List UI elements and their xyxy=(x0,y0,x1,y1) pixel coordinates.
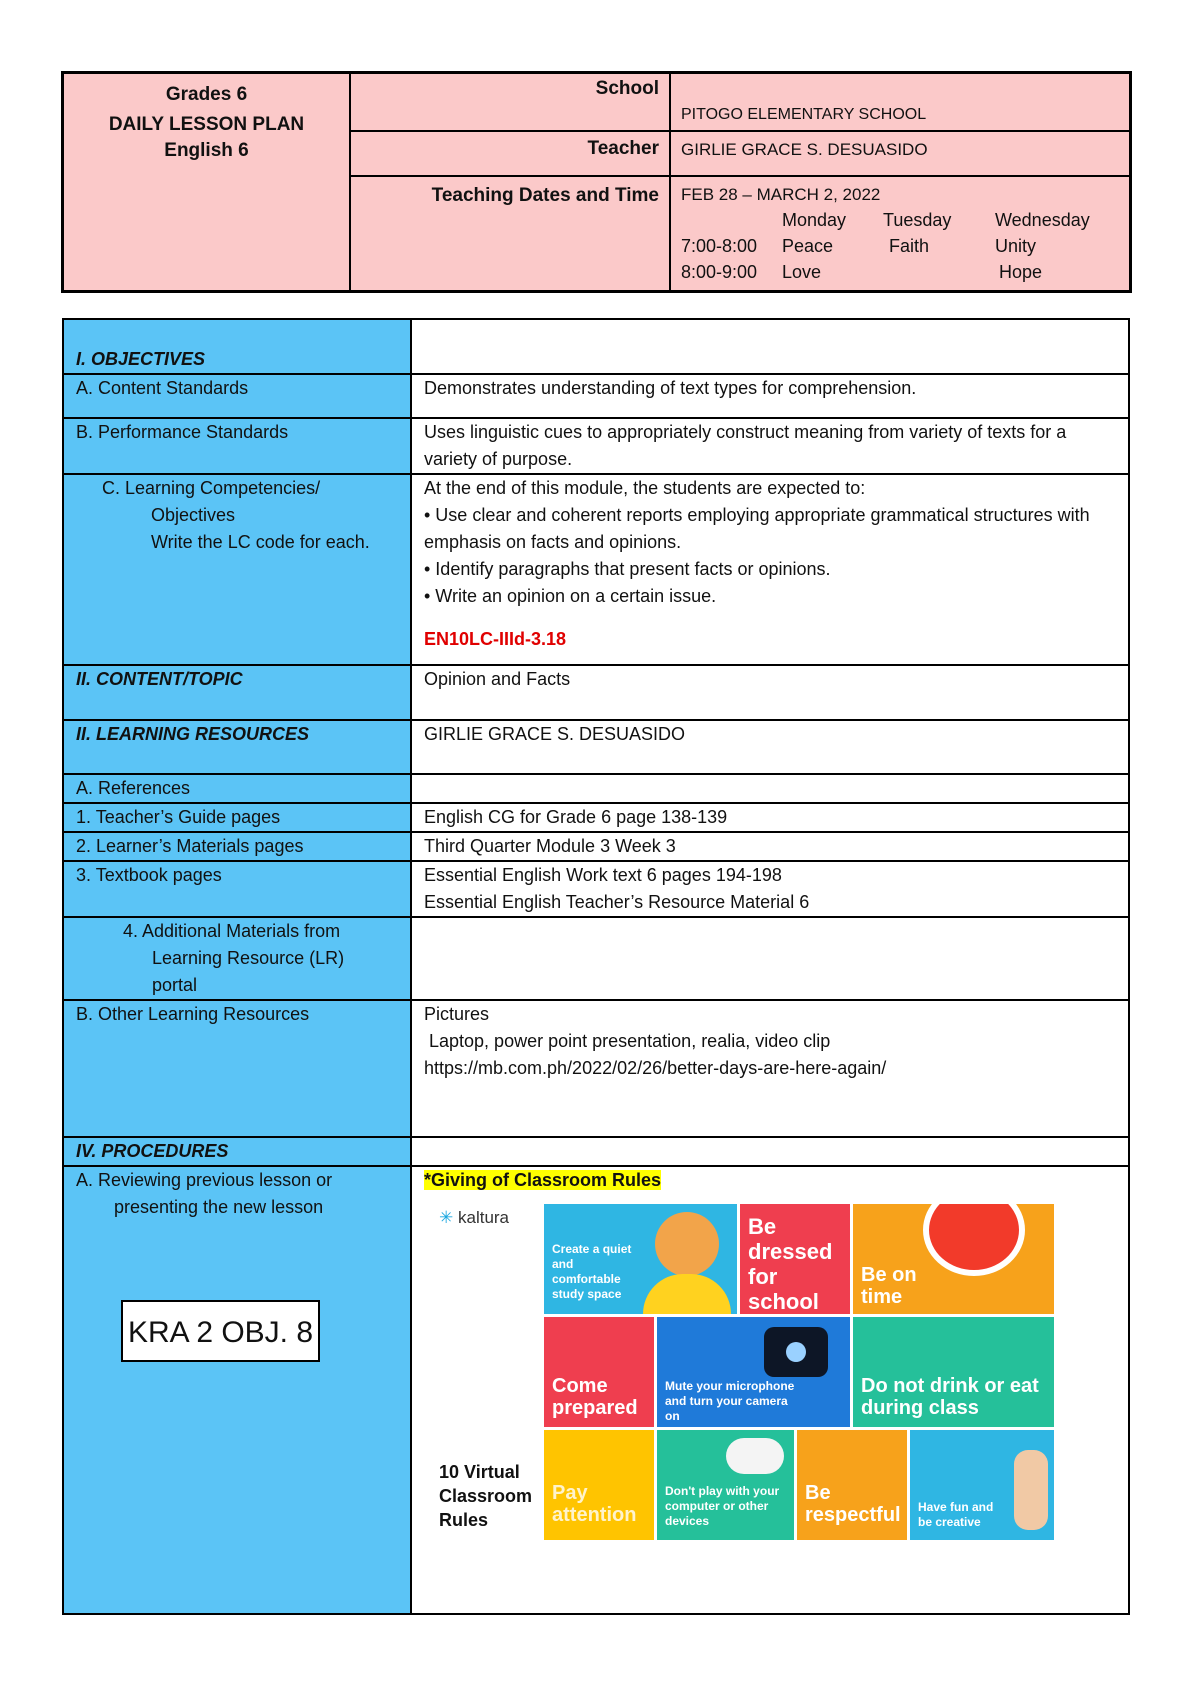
table-row xyxy=(63,319,1129,374)
plan-type-label: DAILY LESSON PLAN xyxy=(108,114,305,135)
table-row xyxy=(63,665,1129,720)
schedule-section: Peace xyxy=(782,235,834,256)
objectives-value xyxy=(411,319,1129,374)
competency-item: • Use clear and coherent reports employing appropriate grammatical structures with emphasis on facts and opinions. xyxy=(424,505,1090,552)
competencies-label-line: Write the LC code for each. xyxy=(151,532,370,552)
rule-text: Come prepared xyxy=(552,1375,638,1419)
dates-value: FEB 28 – MARCH 2, 2022 xyxy=(681,184,881,204)
performance-standards-value: Uses linguistic cues to appropriately construct meaning from variety of texts for a variety of purpose. xyxy=(411,418,1129,474)
additional-label-line: 4. Additional Materials from xyxy=(123,921,341,941)
rule-tile-study-space xyxy=(544,1204,737,1314)
lc-code: EN10LC-IIId-3.18 xyxy=(424,629,567,649)
table-row xyxy=(63,803,1129,832)
table-row xyxy=(63,774,1129,803)
rule-tile-come-prepared xyxy=(544,1317,654,1427)
performance-standards-label: B. Performance Standards xyxy=(63,418,411,474)
procedures-value xyxy=(411,1137,1129,1166)
competencies-label-line: Objectives xyxy=(151,505,236,525)
schedule-time: 8:00-9:00 xyxy=(681,261,758,282)
rule-text: Have fun and be creative xyxy=(918,1500,994,1529)
schedule-section: Love xyxy=(782,261,822,282)
school-value xyxy=(670,73,1131,131)
textbook-entry: Essential English Work text 6 pages 194-198 xyxy=(424,865,782,885)
kra-box: KRA 2 OBJ. 8 xyxy=(121,1300,320,1362)
school-label: School xyxy=(350,73,670,131)
schedule-section: Unity xyxy=(995,235,1037,256)
teacher-value: GIRLIE GRACE S. DESUASIDO xyxy=(670,131,1131,176)
table-row xyxy=(63,374,1129,418)
table-row xyxy=(63,720,1129,774)
rule-text: Mute your microphone and turn your camera on xyxy=(665,1379,795,1423)
rule-tile-have-fun xyxy=(910,1430,1054,1540)
competency-item: • Identify paragraphs that present facts or opinions. xyxy=(424,559,831,579)
objectives-heading xyxy=(63,319,411,374)
table-row xyxy=(63,1137,1129,1166)
content-topic-value: Opinion and Facts xyxy=(411,665,1129,720)
dates-label: Teaching Dates and Time xyxy=(350,176,670,292)
dates-cell xyxy=(670,176,1131,292)
rule-text: Don't play with your computer or other devices xyxy=(665,1484,780,1528)
schedule-day: Wednesday xyxy=(995,209,1090,230)
learners-materials-label: 2. Learner’s Materials pages xyxy=(63,832,411,861)
references-label: A. References xyxy=(63,774,411,803)
schedule-section: Faith xyxy=(889,235,930,256)
resource-entry: Pictures xyxy=(424,1004,490,1024)
header-title xyxy=(63,73,351,292)
other-resources-label: B. Other Learning Resources xyxy=(63,1000,411,1137)
person-icon xyxy=(655,1212,719,1276)
classroom-rules-graphic xyxy=(437,1204,1054,1540)
rule-tile-mute xyxy=(657,1317,850,1427)
table-row xyxy=(63,861,1129,917)
references-value xyxy=(411,774,1129,803)
schedule-day: Tuesday xyxy=(883,209,952,230)
rule-text: Be dressed for school xyxy=(748,1214,833,1314)
rule-tile-on-time xyxy=(853,1204,1054,1314)
shirt-shape xyxy=(643,1274,731,1314)
reviewing-label xyxy=(63,1166,411,1614)
textbook-value xyxy=(411,861,1129,917)
rule-tile-no-eating xyxy=(853,1317,1054,1427)
rule-tile-pay-attention xyxy=(544,1430,654,1540)
resource-link[interactable]: https://mb.com.ph/2022/02/26/better-days-are-here-again/ xyxy=(424,1058,887,1078)
brand-name: kaltura xyxy=(457,1208,510,1227)
reviewing-label-line: presenting the new lesson xyxy=(114,1197,324,1217)
rule-text: Pay attention xyxy=(552,1482,637,1526)
additional-label-line: portal xyxy=(152,975,198,995)
learners-materials-value: Third Quarter Module 3 Week 3 xyxy=(411,832,1129,861)
additional-materials-label xyxy=(63,917,411,1000)
caption-line: Classroom xyxy=(439,1486,533,1506)
teachers-guide-value: English CG for Grade 6 page 138-139 xyxy=(411,803,1129,832)
table-row xyxy=(63,832,1129,861)
rule-tile-dressed xyxy=(740,1204,850,1314)
objectives-label: I. OBJECTIVES xyxy=(76,349,206,369)
content-standards-value: Demonstrates understanding of text types for comprehension. xyxy=(411,374,1129,418)
rule-text: Do not drink or eat during class xyxy=(861,1375,1039,1419)
teacher-label: Teacher xyxy=(350,131,670,176)
kaltura-logo xyxy=(439,1208,509,1228)
competency-item: • Write an opinion on a certain issue. xyxy=(424,586,717,606)
camera-lens-icon xyxy=(786,1342,806,1362)
resource-entry: Laptop, power point presentation, realia, video clip xyxy=(424,1031,831,1051)
grade-label: Grades 6 xyxy=(165,84,248,105)
rule-tile-respectful xyxy=(797,1430,907,1540)
additional-materials-value xyxy=(411,917,1129,1000)
other-resources-value xyxy=(411,1000,1129,1137)
caption-line: 10 Virtual xyxy=(439,1462,520,1482)
header-table xyxy=(61,71,1132,293)
peace-hand-icon xyxy=(1014,1450,1048,1530)
classroom-rules-heading: *Giving of Classroom Rules xyxy=(424,1170,662,1190)
learning-resources-label: II. LEARNING RESOURCES xyxy=(63,720,411,774)
table-row xyxy=(63,1000,1129,1137)
rule-text: Be respectful xyxy=(805,1482,901,1526)
procedures-label: IV. PROCEDURES xyxy=(63,1137,411,1166)
sparkle-icon: ✳ xyxy=(439,1208,454,1227)
teachers-guide-label: 1. Teacher’s Guide pages xyxy=(63,803,411,832)
competencies-label xyxy=(63,474,411,665)
schedule-section: Hope xyxy=(999,261,1043,282)
competencies-value xyxy=(411,474,1129,665)
textbook-label: 3. Textbook pages xyxy=(63,861,411,917)
content-standards-label: A. Content Standards xyxy=(63,374,411,418)
subject-label: English 6 xyxy=(164,140,249,161)
schedule-grid xyxy=(681,207,1119,285)
schedule-time: 7:00-8:00 xyxy=(681,235,758,256)
table-row xyxy=(63,474,1129,665)
textbook-entry: Essential English Teacher’s Resource Material 6 xyxy=(424,892,810,912)
caption-line: Rules xyxy=(439,1510,489,1530)
game-controller-icon xyxy=(726,1438,784,1474)
additional-label-line: Learning Resource (LR) xyxy=(152,948,345,968)
rule-text: Be on time xyxy=(861,1264,917,1308)
content-topic-label: II. CONTENT/TOPIC xyxy=(63,665,411,720)
reviewing-label-line: A. Reviewing previous lesson or xyxy=(76,1170,333,1190)
schedule-day: Monday xyxy=(782,209,847,230)
schedule-section xyxy=(883,259,995,285)
rule-tile-no-games xyxy=(657,1430,794,1540)
rules-caption xyxy=(439,1460,532,1532)
school-name: PITOGO ELEMENTARY SCHOOL xyxy=(681,106,927,123)
competencies-intro: At the end of this module, the students are expected to: xyxy=(424,478,866,498)
schedule-cell xyxy=(681,207,782,233)
competencies-label-line: C. Learning Competencies/ xyxy=(102,478,321,498)
table-row xyxy=(63,418,1129,474)
rule-text: Create a quiet and comfortable study space xyxy=(552,1242,632,1301)
learning-resources-value: GIRLIE GRACE S. DESUASIDO xyxy=(411,720,1129,774)
table-row xyxy=(63,917,1129,1000)
